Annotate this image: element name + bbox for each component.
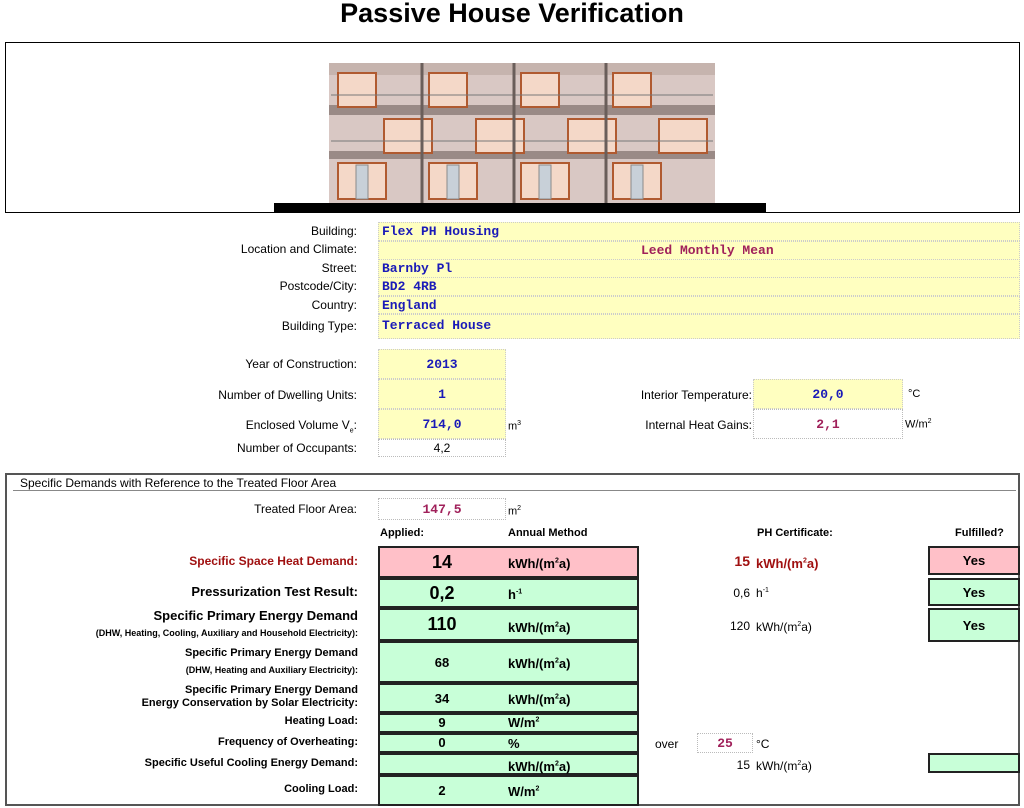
- pe-total-value: 110: [427, 614, 457, 634]
- location-field[interactable]: Leed Monthly Mean: [378, 241, 1020, 260]
- pe-solar-value: 34: [434, 690, 450, 706]
- pe-dhw-sublabel: (DHW, Heating and Auxiliary Electricity):: [185, 665, 358, 675]
- cooling-load-value: 2: [438, 783, 446, 798]
- volume-field[interactable]: 714,0: [378, 409, 506, 439]
- dwelling-units-field[interactable]: 1: [378, 379, 506, 409]
- interior-temp-label: Interior Temperature:: [640, 388, 752, 402]
- cooling-energy-cert-unit: kWh/$(m^2a)$: [756, 759, 812, 773]
- space-heat-fulfilled: Yes: [928, 546, 1020, 575]
- cooling-energy-unit: kWh/$(m^2a)$: [508, 759, 571, 774]
- heating-load-label: Heating Load:: [284, 715, 358, 727]
- applied-header: Applied:: [380, 527, 424, 539]
- cooling-energy-value: [380, 755, 504, 773]
- pe-total-label: Specific Primary Energy Demand: [153, 608, 358, 623]
- space-heat-value: 14: [431, 551, 453, 572]
- overheating-limit-value: 25: [697, 733, 753, 753]
- pressurization-unit: $h^{-1}$: [508, 587, 523, 602]
- interior-temp-unit: °C: [908, 388, 921, 400]
- cooling-energy-label: Specific Useful Cooling Energy Demand:: [144, 757, 358, 769]
- cooling-load-unit: $W/m^2$: [508, 784, 540, 799]
- location-label: Location and Climate:: [240, 242, 357, 256]
- pressurization-cert-value: 0,6: [733, 586, 750, 600]
- volume-label: Enclosed Volume $V_e$:: [245, 418, 357, 435]
- heat-gains-value: 2,1: [753, 409, 903, 439]
- year-field[interactable]: 2013: [378, 349, 506, 379]
- overheating-value: 0: [438, 735, 446, 750]
- space-heat-label: Specific Space Heat Demand:: [189, 554, 358, 568]
- volume-unit: $m^3$: [508, 420, 522, 433]
- overheating-label: Frequency of Overheating:: [218, 736, 358, 748]
- pe-total-sublabel: (DHW, Heating, Cooling, Auxiliary and Household Electricity):: [95, 628, 358, 638]
- tfa-value: 147,5: [378, 498, 506, 520]
- fulfilled-header: Fulfilled?: [955, 527, 1004, 539]
- pressurization-label: Pressurization Test Result:: [191, 584, 358, 599]
- heating-load-unit: $W/m^2$: [508, 715, 540, 730]
- certificate-header: PH Certificate:: [757, 527, 833, 539]
- building-type-field[interactable]: Terraced House: [378, 314, 1020, 339]
- street-field[interactable]: Barnby Pl: [378, 259, 1020, 278]
- country-label: Country:: [311, 298, 357, 312]
- building-elevation-image: [6, 43, 1021, 214]
- pressurization-fulfilled: Yes: [928, 578, 1020, 606]
- pe-solar-sublabel: Energy Conservation by Solar Electricity:: [141, 697, 358, 709]
- overheating-over-label: over: [655, 737, 679, 751]
- pe-dhw-unit: kWh/$(m^2a)$: [508, 656, 571, 671]
- overheating-limit-unit: °C: [756, 737, 770, 751]
- space-heat-cert-unit: kWh/$(m^2a)$: [756, 556, 819, 571]
- space-heat-cert-value: 15: [734, 553, 750, 569]
- dwelling-units-label: Number of Dwelling Units:: [218, 388, 357, 402]
- space-heat-unit: kWh/$(m^2a)$: [508, 556, 571, 571]
- postcode-field[interactable]: BD2 4RB: [378, 277, 1020, 296]
- pe-total-fulfilled: Yes: [928, 608, 1020, 642]
- pressurization-value: 0,2: [429, 582, 455, 603]
- tfa-label: Treated Floor Area:: [254, 502, 357, 516]
- tfa-unit: $m^2$: [508, 505, 522, 518]
- page-title: Passive House Verification: [340, 0, 684, 28]
- heating-load-value: 9: [438, 715, 446, 730]
- building-name-field[interactable]: Flex PH Housing: [378, 222, 1020, 241]
- pressurization-cert-unit: $h^{-1}$: [756, 586, 769, 600]
- method-header: Annual Method: [508, 527, 588, 539]
- pe-solar-label: Specific Primary Energy Demand: [184, 684, 358, 696]
- section-title: Specific Demands with Reference to the Treated Floor Area: [13, 477, 1016, 491]
- pe-dhw-value: 68: [434, 654, 450, 670]
- year-label: Year of Construction:: [245, 357, 357, 371]
- building-type-label: Building Type:: [281, 319, 357, 333]
- cooling-energy-cert-value: 15: [736, 758, 750, 772]
- building-label: Building:: [310, 224, 357, 238]
- pe-total-unit: kWh/$(m^2a)$: [508, 620, 571, 635]
- country-field[interactable]: England: [378, 296, 1020, 314]
- occupants-value: 4,2: [378, 439, 506, 457]
- cooling-energy-fulfilled: [928, 753, 1020, 773]
- building-image-frame: [5, 42, 1020, 213]
- occupants-label: Number of Occupants:: [236, 441, 357, 455]
- pe-dhw-label: Specific Primary Energy Demand: [184, 647, 358, 659]
- heat-gains-unit: $W/m^2$: [905, 418, 932, 431]
- interior-temp-field[interactable]: 20,0: [753, 379, 903, 409]
- postcode-label: Postcode/City:: [279, 279, 357, 293]
- overheating-unit: %: [508, 736, 520, 751]
- street-label: Street:: [321, 261, 357, 275]
- cooling-load-label: Cooling Load:: [284, 783, 358, 795]
- pe-solar-unit: kWh/$(m^2a)$: [508, 692, 571, 707]
- pe-total-cert-unit: kWh/$(m^2a)$: [756, 620, 812, 634]
- heat-gains-label: Internal Heat Gains:: [645, 418, 752, 432]
- pe-total-cert-value: 120: [729, 619, 750, 633]
